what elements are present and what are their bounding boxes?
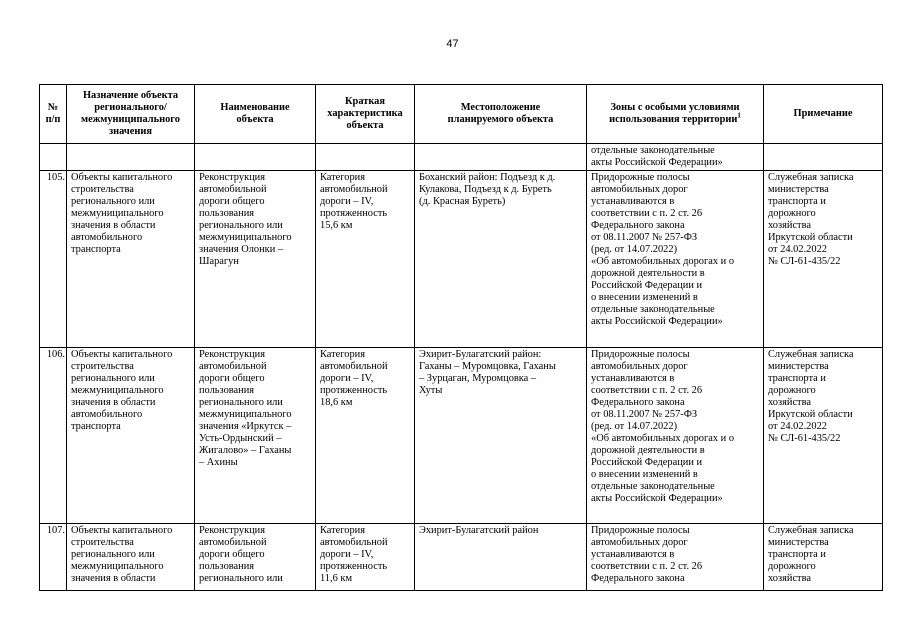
table-cell [195, 144, 316, 171]
table-row [40, 524, 883, 591]
table-cell [316, 144, 415, 171]
row-number: 107. [40, 524, 67, 591]
row-number: 106. [40, 348, 67, 524]
table-header-row [40, 85, 883, 144]
page-number: 47 [446, 38, 459, 50]
cell-characteristics: Категория автомобильной дороги – IV, протяженность 11,6 км [316, 524, 415, 591]
table-row-continuation [40, 144, 883, 171]
cell-name: Реконструкция автомобильной дороги общего пользования регионального или [195, 524, 316, 591]
cell-note: Служебная записка министерства транспорта и дорожного хозяйства Иркутской области от 24.02.2022 № СЛ-61-435/22 [764, 348, 883, 524]
header-location: Местоположение планируемого объекта [415, 85, 587, 144]
row-number: 105. [40, 171, 67, 348]
header-purpose: Назначение объекта регионального/ межмуниципального значения [67, 85, 195, 144]
header-num: № п/п [40, 85, 67, 144]
cell-zones: Придорожные полосы автомобильных дорог устанавливаются в соответствии с п. 2 ст. 26 Федерального закона от 08.11.2007 № 257-ФЗ (ред. от 14.07.2022) «Об автомобильных дорогах и о дорожной деятельности в Российской Федерации и о внесении изменений в отдельные законодательные акты Российской Федерации» [587, 348, 764, 524]
cell-location: Эхирит-Булагатский район: Гаханы – Муромцовка, Гаханы – Зурцаган, Муромцовка – Хуты [415, 348, 587, 524]
cell-name: Реконструкция автомобильной дороги общего пользования регионального или межмуниципального значения «Иркутск – Усть-Ордынский – Жигалово» – Гаханы – Ахины [195, 348, 316, 524]
cell-note: Служебная записка министерства транспорта и дорожного хозяйства Иркутской области от 24.02.2022 № СЛ-61-435/22 [764, 171, 883, 348]
footnote-marker: 1 [737, 111, 741, 120]
table-cell [40, 144, 67, 171]
table-cell [415, 144, 587, 171]
territorial-planning-table [39, 84, 883, 591]
header-note: Примечание [764, 85, 883, 144]
header-name: Наименование объекта [195, 85, 316, 144]
table-cell-zones: отдельные законодательные акты Российской Федерации» [587, 144, 764, 171]
cell-zones: Придорожные полосы автомобильных дорог устанавливаются в соответствии с п. 2 ст. 26 Федерального закона от 08.11.2007 № 257-ФЗ (ред. от 14.07.2022) «Об автомобильных дорогах и о дорожной деятельности в Российской Федерации и о внесении изменений в отдельные законодательные акты Российской Федерации» [587, 171, 764, 348]
table-row [40, 348, 883, 524]
cell-purpose: Объекты капитального строительства регионального или межмуниципального значения в области [67, 524, 195, 591]
header-characteristics: Краткая характеристика объекта [316, 85, 415, 144]
cell-purpose: Объекты капитального строительства регионального или межмуниципального значения в области автомобильного транспорта [67, 171, 195, 348]
cell-purpose: Объекты капитального строительства регионального или межмуниципального значения в области автомобильного транспорта [67, 348, 195, 524]
header-zones: Зоны с особыми условиями использования территории$^1$ [587, 85, 764, 144]
cell-name: Реконструкция автомобильной дороги общего пользования регионального или межмуниципального значения Олонки – Шарагун [195, 171, 316, 348]
table-cell [67, 144, 195, 171]
cell-note: Служебная записка министерства транспорта и дорожного хозяйства [764, 524, 883, 591]
table-row [40, 171, 883, 348]
cell-location: Эхирит-Булагатский район [415, 524, 587, 591]
cell-characteristics: Категория автомобильной дороги – IV, протяженность 15,6 км [316, 171, 415, 348]
cell-zones: Придорожные полосы автомобильных дорог устанавливаются в соответствии с п. 2 ст. 26 Федерального закона [587, 524, 764, 591]
table-cell [764, 144, 883, 171]
cell-location: Боханский район: Подъезд к д. Кулакова, Подъезд к д. Буреть (д. Красная Буреть) [415, 171, 587, 348]
cell-characteristics: Категория автомобильной дороги – IV, протяженность 18,6 км [316, 348, 415, 524]
